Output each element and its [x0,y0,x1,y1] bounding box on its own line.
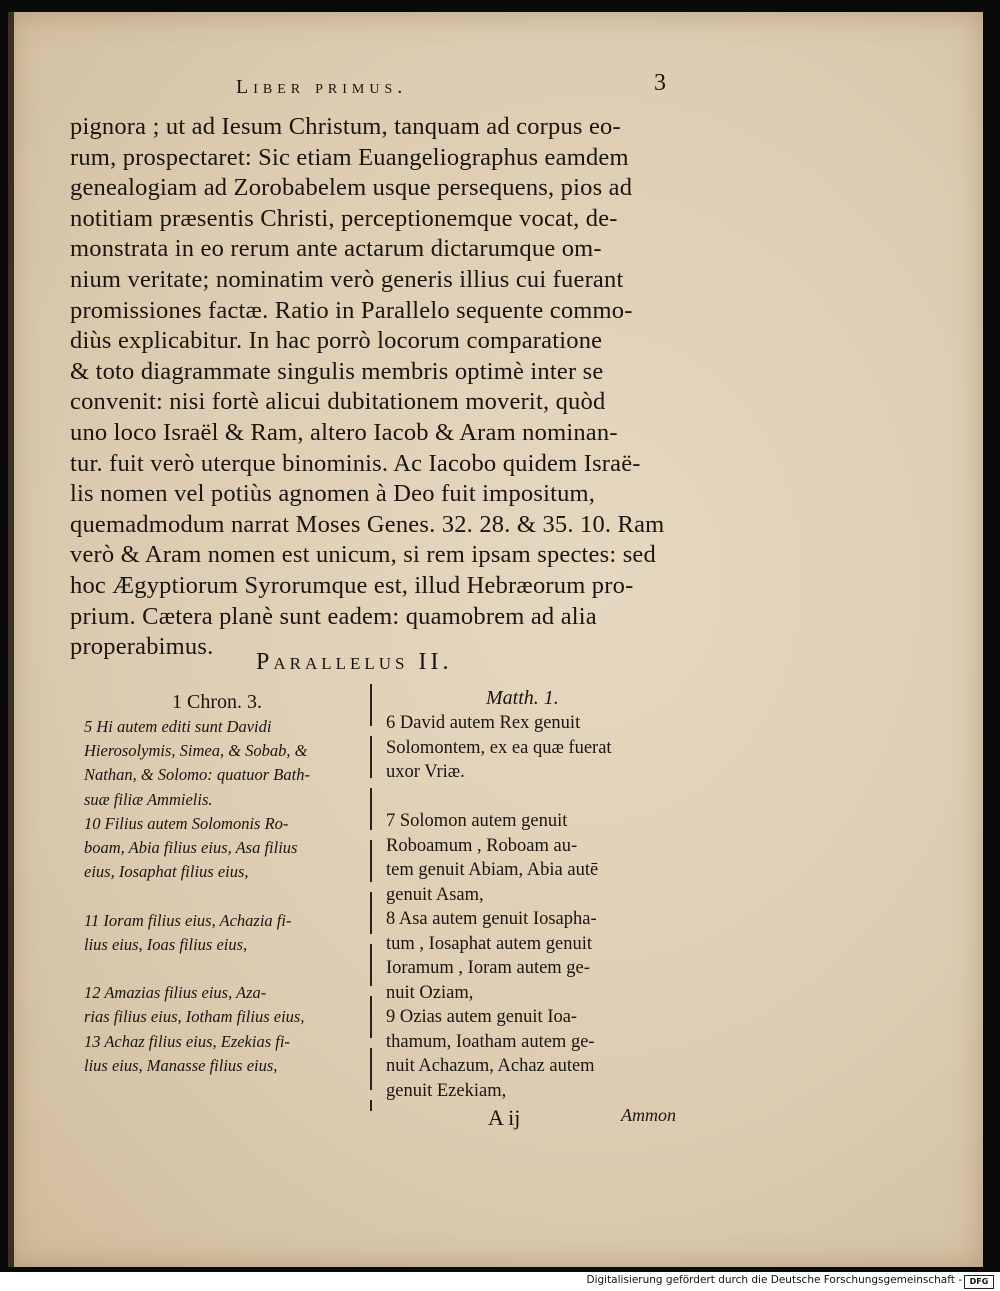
page-header [236,70,666,104]
text-line: convenit: nisi fortè alicui dubitationem moverit, quòd [70,388,606,416]
verse-line: suæ filiæ Ammielis. [84,789,213,809]
verse-line [84,957,364,981]
verse-line: 9 Ozias autem genuit Ioa- [386,1007,578,1027]
verse-line: 8 Asa autem genuit Iosapha- [386,909,597,929]
text-line: verò & Aram nomen est unicum, si rem ipsam spectes: sed [70,541,656,569]
verse-line: nuit Achazum, Achaz autem [386,1056,595,1076]
right-column-matthew [386,685,676,1103]
verse-line: Hierosolymis, Simea, & Sobab, & [84,741,308,761]
text-line: uno loco Israël & Ram, altero Iacob & Aram nominan- [70,418,618,446]
text-line: diùs explicabitur. In hac porrò locorum comparatione [70,327,603,355]
text-line: lis nomen vel potiùs agnomen à Deo fuit impositum, [70,480,596,508]
text-line: properabimus. [70,633,214,661]
verse-line: 10 Filius autem Solomonis Ro- [84,813,289,833]
verse-line: rias filius eius, Iotham filius eius, [84,1007,305,1027]
text-line: hoc Ægyptiorum Syrorumque est, illud Hebræorum pro- [70,571,634,599]
signature-mark: A ij [488,1105,521,1130]
text-line: genealogiam ad Zorobabelem usque persequens, pios ad [70,174,633,202]
verse-line: tem genuit Abiam, Abia autē [386,860,599,880]
text-line: monstrata in eo rerum ante actarum dictarumque om- [70,235,602,263]
verse-line: genuit Ezekiam, [386,1080,507,1101]
verse-line: 11 Ioram filius eius, Achazia fi- [84,910,292,930]
column-divider [370,684,372,1111]
body-paragraph [70,112,666,663]
verse-line: boam, Abia filius eius, Asa filius [84,838,298,858]
text-line: prium. Cætera planè sunt eadem: quamobrem ad alia [70,602,597,630]
verse-line: 13 Achaz filius eius, Ezekias fi- [84,1031,290,1051]
verse-line: Ioramum , Ioram autem ge- [386,958,590,978]
text-line: rum, prospectaret: Sic etiam Euangeliographus eamdem [70,143,629,171]
verse-line: eius, Iosaphat filius eius, [84,862,249,882]
page-number: 3 [654,70,666,96]
left-column-chronicles [84,689,364,1078]
page-edge [8,12,14,1267]
column-reference: Matth. 1. [486,687,559,709]
page-footer [84,1105,676,1135]
text-line: & toto diagrammate singulis membris optimè inter se [70,357,604,385]
book-page [8,12,983,1267]
text-line: notitiam præsentis Christi, perceptionemque vocat, de- [70,204,618,232]
verse-line: 12 Amazias filius eius, Aza- [84,983,267,1003]
verse-line: tum , Iosaphat autem genuit [386,933,593,954]
verse-line: lius eius, Ioas filius eius, [84,934,248,954]
verse-line: thamum, Ioatham autem ge- [386,1031,595,1052]
verse-line: nuit Oziam, [386,982,474,1003]
verse-line: uxor Vriæ. [386,762,465,782]
text-line: tur. fuit verò uterque binominis. Ac Iacobo quidem Israë- [70,449,641,477]
verse-line: 6 David autem Rex genuit [386,713,581,733]
verse-line: 5 Hi autem editi sunt Davidi [84,717,272,736]
section-heading: Parallelus II. [256,649,453,675]
credit-bar [0,1272,1000,1291]
text-line: promissiones factæ. Ratio in Parallelo sequente commo- [70,296,633,324]
verse-line [84,884,364,908]
text-line: nium veritate; nominatim verò generis illius cui fuerant [70,265,624,293]
verse-line: Roboamum , Roboam au- [386,835,578,856]
dfg-logo: DFG [964,1275,994,1289]
verse-line: genuit Asam, [386,884,484,905]
running-title: Liber primus. [236,76,408,98]
catchword: Ammon [621,1105,676,1125]
column-reference: 1 Chron. 3. [172,691,262,713]
funding-credit: Digitalisierung gefördert durch die Deutsche Forschungsgemeinschaft - [586,1274,962,1286]
text-line: quemadmodum narrat Moses Genes. 32. 28. & 35. 10. Ram [70,510,665,538]
verse-line: lius eius, Manasse filius eius, [84,1055,278,1075]
verse-line [386,785,676,810]
verse-line: 7 Solomon autem genuit [386,811,568,831]
verse-line: Solomontem, ex ea quæ fuerat [386,737,612,758]
verse-line: Nathan, & Solomo: quatuor Bath- [84,765,310,785]
text-line: pignora ; ut ad Iesum Christum, tanquam ad corpus eo- [70,113,621,140]
